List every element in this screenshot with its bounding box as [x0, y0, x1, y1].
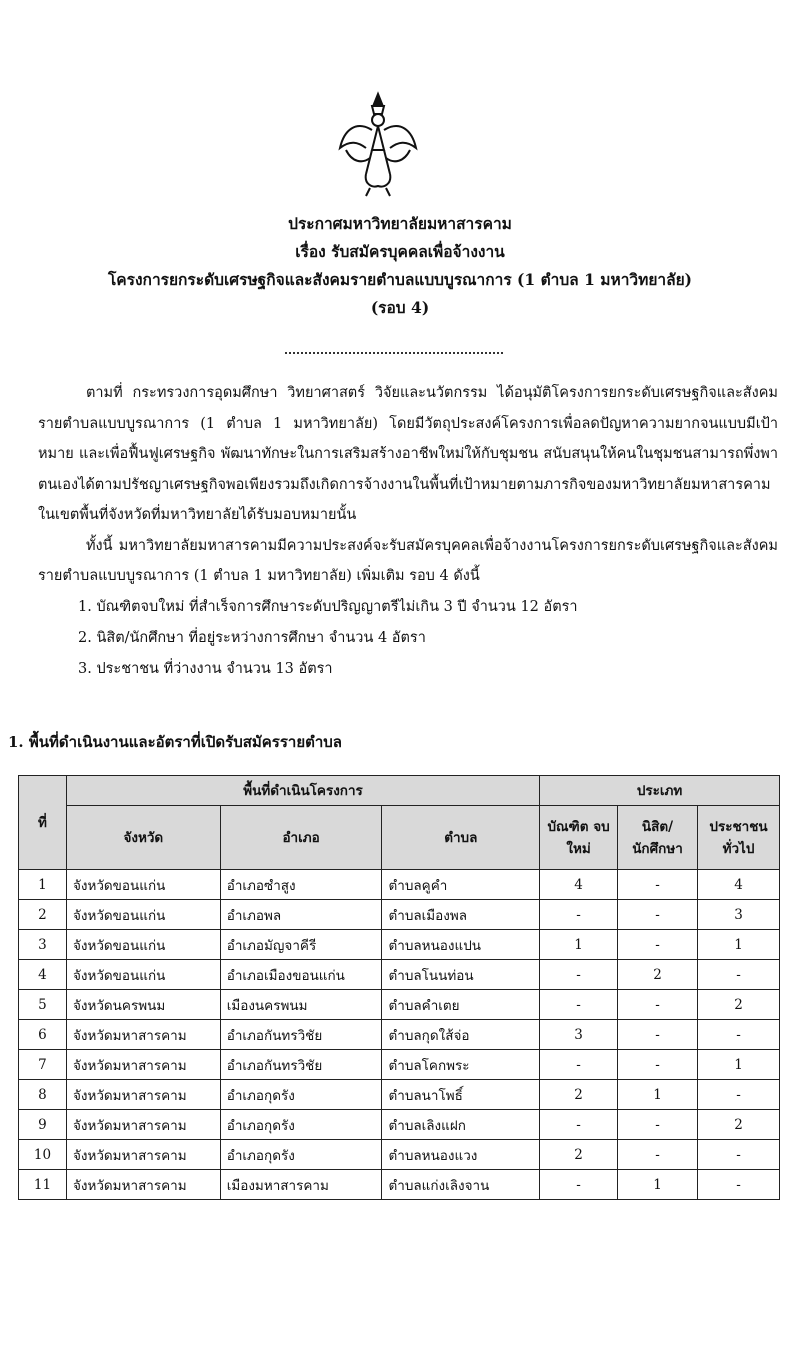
cell-graduate: 1: [540, 930, 618, 960]
cell-public: -: [697, 1020, 779, 1050]
cell-graduate: -: [540, 990, 618, 1020]
body-paragraph-1: ตามที่ กระทรวงการอุดมศึกษา วิทยาศาสตร์ วิจัยและนวัตกรรม ได้อนุมัติโครงการยกระดับเศรษฐกิจและสังคมรายตำบลแบบบูรณาการ (1 ตำบล 1 มหาวิทยาลัย) โดยมีวัตถุประสงค์โครงการเพื่อลดปัญหาความยากจนแบบมีเป้าหมาย และเพื่อฟื้นฟูเศรษฐกิจ พัฒนาทักษะในการเสริมสร้างอาชีพใหม่ให้กับชุมชน สนับสนุนให้คนในชุมชนสามารถพึ่งพาตนเองได้ตามปรัชญาเศรษฐกิจพอเพียงรวมถึงเกิดการจ้างงานในพื้นที่เป้าหมายตามภารกิจของมหาวิทยาลัยมหาสารคาม ในเขตพื้นที่จังหวัดที่มหาวิทยาลัยได้รับมอบหมายนั้น: [38, 385, 778, 523]
cell-student: 1: [618, 1170, 698, 1200]
header-province: จังหวัด: [66, 806, 220, 870]
cell-no: 8: [19, 1080, 67, 1110]
cell-subdistrict: ตำบลเลิงแฝก: [382, 1110, 540, 1140]
cell-no: 9: [19, 1110, 67, 1140]
cell-student: -: [618, 1020, 698, 1050]
announcement-titles: [0, 210, 800, 322]
body-paragraph-2: ทั้งนี้ มหาวิทยาลัยมหาสารคามมีความประสงค์จะรับสมัครบุคคลเพื่อจ้างงานโครงการยกระดับเศรษฐกิจและสังคมรายตำบลแบบบูรณาการ (1 ตำบล 1 มหาวิทยาลัย) เพิ่มเติม รอบ 4 ดังนี้: [38, 537, 778, 584]
positions-table: [18, 775, 780, 1200]
table-row: [19, 930, 780, 960]
header-area-group: พื้นที่ดำเนินโครงการ: [66, 776, 539, 806]
title-line-3: โครงการยกระดับเศรษฐกิจและสังคมรายตำบลแบบบูรณาการ (1 ตำบล 1 มหาวิทยาลัย): [107, 270, 693, 289]
title-line-4: (รอบ 4): [370, 298, 430, 317]
list-item: 3. ประชาชน ที่ว่างงาน จำนวน 13 อัตรา: [78, 660, 333, 677]
table-row: [19, 1170, 780, 1200]
quota-list: [38, 592, 778, 685]
cell-graduate: 4: [540, 870, 618, 900]
cell-no: 3: [19, 930, 67, 960]
cell-district: เมืองมหาสารคาม: [220, 1170, 382, 1200]
cell-district: อำเภอเมืองขอนแก่น: [220, 960, 382, 990]
cell-subdistrict: ตำบลโคกพระ: [382, 1050, 540, 1080]
title-line-2: เรื่อง รับสมัครบุคคลเพื่อจ้างงาน: [295, 242, 505, 261]
cell-student: -: [618, 1110, 698, 1140]
cell-subdistrict: ตำบลเมืองพล: [382, 900, 540, 930]
cell-student: -: [618, 900, 698, 930]
cell-no: 10: [19, 1140, 67, 1170]
cell-no: 6: [19, 1020, 67, 1050]
cell-graduate: 2: [540, 1080, 618, 1110]
cell-student: -: [618, 1140, 698, 1170]
cell-graduate: 2: [540, 1140, 618, 1170]
cell-public: 1: [697, 930, 779, 960]
list-item: 1. บัณฑิตจบใหม่ ที่สำเร็จการศึกษาระดับปริญญาตรีไม่เกิน 3 ปี จำนวน 12 อัตรา: [78, 598, 578, 615]
cell-graduate: -: [540, 960, 618, 990]
cell-public: -: [697, 960, 779, 990]
cell-province: จังหวัดมหาสารคาม: [66, 1020, 220, 1050]
header-no: ที่: [19, 776, 67, 870]
cell-district: เมืองนครพนม: [220, 990, 382, 1020]
cell-graduate: 3: [540, 1020, 618, 1050]
cell-province: จังหวัดขอนแก่น: [66, 870, 220, 900]
dotted-divider: [285, 352, 503, 354]
announcement-body: [38, 378, 778, 685]
title-line-1: ประกาศมหาวิทยาลัยมหาสารคาม: [288, 214, 512, 233]
header-student: นิสิต/ นักศึกษา: [618, 806, 698, 870]
table-row: [19, 870, 780, 900]
cell-public: 4: [697, 870, 779, 900]
cell-public: -: [697, 1140, 779, 1170]
cell-student: -: [618, 870, 698, 900]
cell-public: -: [697, 1080, 779, 1110]
table-row: [19, 1140, 780, 1170]
cell-no: 5: [19, 990, 67, 1020]
table-row: [19, 1080, 780, 1110]
cell-subdistrict: ตำบลนาโพธิ์: [382, 1080, 540, 1110]
cell-subdistrict: ตำบลคำเตย: [382, 990, 540, 1020]
header-district: อำเภอ: [220, 806, 382, 870]
section-heading: 1. พื้นที่ดำเนินงานและอัตราที่เปิดรับสมัครรายตำบล: [8, 733, 342, 751]
cell-province: จังหวัดมหาสารคาม: [66, 1080, 220, 1110]
cell-district: อำเภอกุดรัง: [220, 1140, 382, 1170]
cell-district: อำเภอซำสูง: [220, 870, 382, 900]
cell-public: 3: [697, 900, 779, 930]
garuda-emblem-icon: [336, 90, 420, 200]
cell-no: 11: [19, 1170, 67, 1200]
cell-subdistrict: ตำบลคูคำ: [382, 870, 540, 900]
cell-subdistrict: ตำบลโนนท่อน: [382, 960, 540, 990]
table-row: [19, 1050, 780, 1080]
cell-province: จังหวัดขอนแก่น: [66, 960, 220, 990]
cell-province: จังหวัดมหาสารคาม: [66, 1140, 220, 1170]
list-item: 2. นิสิต/นักศึกษา ที่อยู่ระหว่างการศึกษา จำนวน 4 อัตรา: [78, 629, 426, 646]
cell-public: 2: [697, 990, 779, 1020]
cell-province: จังหวัดมหาสารคาม: [66, 1170, 220, 1200]
cell-province: จังหวัดนครพนม: [66, 990, 220, 1020]
cell-no: 1: [19, 870, 67, 900]
cell-province: จังหวัดขอนแก่น: [66, 900, 220, 930]
cell-graduate: -: [540, 900, 618, 930]
cell-district: อำเภอกุดรัง: [220, 1110, 382, 1140]
cell-subdistrict: ตำบลกุดใส้จ่อ: [382, 1020, 540, 1050]
cell-public: -: [697, 1170, 779, 1200]
cell-province: จังหวัดมหาสารคาม: [66, 1050, 220, 1080]
table-row: [19, 1020, 780, 1050]
table-row: [19, 900, 780, 930]
cell-subdistrict: ตำบลหนองแวง: [382, 1140, 540, 1170]
cell-student: -: [618, 1050, 698, 1080]
cell-district: อำเภอพล: [220, 900, 382, 930]
cell-subdistrict: ตำบลหนองแปน: [382, 930, 540, 960]
cell-student: -: [618, 990, 698, 1020]
cell-graduate: -: [540, 1050, 618, 1080]
header-type-group: ประเภท: [540, 776, 780, 806]
cell-district: อำเภอกันทรวิชัย: [220, 1020, 382, 1050]
cell-province: จังหวัดขอนแก่น: [66, 930, 220, 960]
cell-no: 2: [19, 900, 67, 930]
cell-no: 7: [19, 1050, 67, 1080]
table-row: [19, 990, 780, 1020]
cell-district: อำเภอกุดรัง: [220, 1080, 382, 1110]
table-row: [19, 960, 780, 990]
cell-student: -: [618, 930, 698, 960]
cell-student: 1: [618, 1080, 698, 1110]
header-public: ประชาชน ทั่วไป: [697, 806, 779, 870]
cell-district: อำเภอมัญจาคีรี: [220, 930, 382, 960]
cell-graduate: -: [540, 1110, 618, 1140]
cell-district: อำเภอกันทรวิชัย: [220, 1050, 382, 1080]
cell-province: จังหวัดมหาสารคาม: [66, 1110, 220, 1140]
cell-public: 1: [697, 1050, 779, 1080]
table-row: [19, 1110, 780, 1140]
cell-no: 4: [19, 960, 67, 990]
cell-graduate: -: [540, 1170, 618, 1200]
cell-public: 2: [697, 1110, 779, 1140]
cell-student: 2: [618, 960, 698, 990]
header-graduate: บัณฑิต จบใหม่: [540, 806, 618, 870]
header-subdistrict: ตำบล: [382, 806, 540, 870]
cell-subdistrict: ตำบลแก่งเลิงจาน: [382, 1170, 540, 1200]
